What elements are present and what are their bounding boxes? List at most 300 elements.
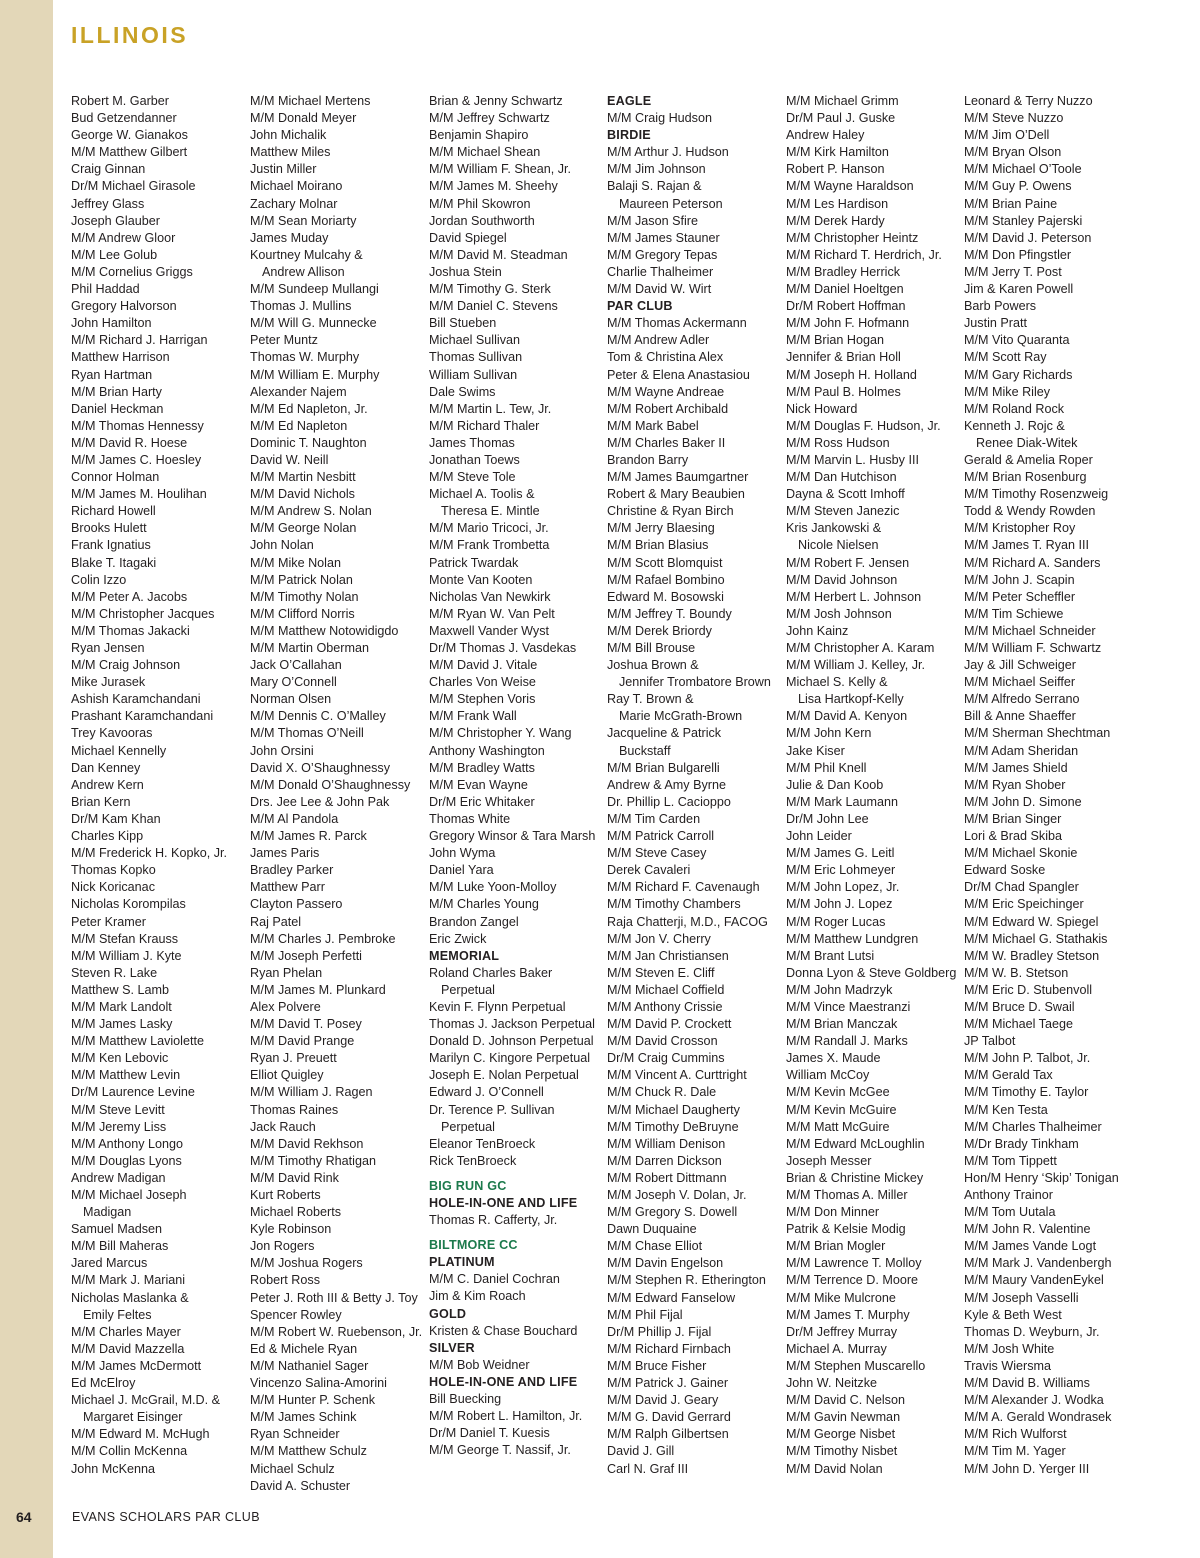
donor-name: M/M Stephen Muscarello <box>786 1358 926 1373</box>
donor-name: M/M Jason Sfire <box>607 213 698 228</box>
donor-name: M/M Bradley Herrick <box>786 264 901 279</box>
donor-name: M/M Phil Fijal <box>607 1307 683 1322</box>
donor-name: M/M David M. Steadman <box>429 247 568 262</box>
donor-name: M/M Tom Tippett <box>964 1153 1057 1168</box>
donor-name: Jordan Southworth <box>429 213 535 228</box>
donor-name: M/M Ed Napleton <box>250 418 348 433</box>
donor-name: Brandon Barry <box>607 452 689 467</box>
donor-name: M/M Ralph Gilbertsen <box>607 1427 729 1442</box>
donor-name: M/M Edward Fanselow <box>607 1290 736 1305</box>
donor-name: M/M Les Hardison <box>786 196 889 211</box>
donor-name: M/M Daniel Hoeltgen <box>786 282 904 297</box>
donor-name: John W. Neitzke <box>786 1376 877 1391</box>
donor-name: M/M William J. Ragen <box>250 1085 373 1100</box>
donor-name: M/M Timothy DeBruyne <box>607 1119 739 1134</box>
donor-name: M/M Mike Mulcrone <box>786 1290 896 1305</box>
donor-name: Frank Ignatius <box>71 538 151 553</box>
donor-name: Joseph Glauber <box>71 213 160 228</box>
donor-name: Christine & Ryan Birch <box>607 504 734 519</box>
donor-name: M/M Martin L. Tew, Jr. <box>429 401 552 416</box>
donor-name: Gerald & Amelia Roper <box>964 452 1093 467</box>
donor-name: M/M John Lopez, Jr. <box>786 880 900 895</box>
donor-name: M/M Frank Trombetta <box>429 538 550 553</box>
donor-name: M/M Jeremy Liss <box>71 1119 167 1134</box>
donor-name: M/M James C. Hoesley <box>71 452 202 467</box>
donor-name: M/M Bob Weidner <box>429 1357 530 1372</box>
donor-name: James Thomas <box>429 435 515 450</box>
donor-name: William McCoy <box>786 1068 870 1083</box>
donor-name: M/M Donald O’Shaughnessy <box>250 777 411 792</box>
donor-name: Jim & Karen Powell <box>964 282 1074 297</box>
donor-name: Thomas Sullivan <box>429 350 523 365</box>
donor-name: M/M Josh Johnson <box>786 606 892 621</box>
donor-name: M/M Timothy Chambers <box>607 897 741 912</box>
donor-name: M/M Davin Engelson <box>607 1256 724 1271</box>
donor-name: M/M Mark Landolt <box>71 999 172 1014</box>
donor-name: M/M William J. Kyte <box>71 948 182 963</box>
donor-name: M/M Kevin McGuire <box>786 1102 897 1117</box>
donor-name: Brandon Zangel <box>429 914 519 929</box>
donor-name: Ryan Hartman <box>71 367 153 382</box>
donor-name: M/M Will G. Munnecke <box>250 316 377 331</box>
donor-name: M/M Cornelius Griggs <box>71 264 193 279</box>
donor-name: M/M David J. Geary <box>607 1393 719 1408</box>
club-heading: BIG RUN GC <box>429 1178 507 1193</box>
donor-column-2 <box>250 93 426 1495</box>
donor-name: M/M David B. Williams <box>964 1376 1090 1391</box>
donor-name: M/M David R. Hoese <box>71 435 188 450</box>
donor-name: Dr/M Daniel T. Kuesis <box>429 1426 550 1441</box>
donor-name: Dr/M Jeffrey Murray <box>786 1324 898 1339</box>
donor-name: Ryan Schneider <box>250 1427 340 1442</box>
donor-name: M/M Stephen Voris <box>429 692 536 707</box>
donor-name: M/M John D. Yerger III <box>964 1461 1090 1476</box>
donor-column-4 <box>607 93 783 1478</box>
donor-name: Charles Kipp <box>71 829 144 844</box>
donor-name: Robert & Mary Beaubien <box>607 487 745 502</box>
donor-name: M/M Michael Mertens <box>250 94 371 108</box>
donor-name: M/M W. B. Stetson <box>964 965 1069 980</box>
tier-heading: PLATINUM <box>429 1255 495 1270</box>
donor-name: Matthew Parr <box>250 880 325 895</box>
donor-name: M/M Andrew Adler <box>607 333 710 348</box>
donor-name: Ashish Karamchandani <box>71 692 201 707</box>
donor-name: M/M Steven Janezic <box>786 504 900 519</box>
donor-name: M/M Matthew Gilbert <box>71 145 188 160</box>
donor-name: Julie & Dan Koob <box>786 777 884 792</box>
donor-name: Raja Chatterji, M.D., FACOG <box>607 914 768 929</box>
donor-name: Clayton Passero <box>250 897 343 912</box>
donor-name: M/M Kristopher Roy <box>964 521 1076 536</box>
donor-name: M/M James Schink <box>250 1410 357 1425</box>
donor-name: M/M Chuck R. Dale <box>607 1085 717 1100</box>
donor-name: Dan Kenney <box>71 760 141 775</box>
donor-name: M/M Michael Daugherty <box>607 1102 740 1117</box>
donor-name: Vincenzo Salina-Amorini <box>250 1376 387 1391</box>
donor-name: Robert M. Garber <box>71 94 169 108</box>
donor-name: Joshua Brown & <box>607 658 699 673</box>
donor-name: Dr/M Michael Girasole <box>71 179 196 194</box>
donor-name: M/M Christopher Jacques <box>71 606 215 621</box>
donor-name: M/M David Mazzella <box>71 1341 185 1356</box>
donor-name: Nick Koricanac <box>71 880 155 895</box>
tier-heading: SILVER <box>429 1340 475 1355</box>
donor-name: M/M Brian Paine <box>964 196 1058 211</box>
donor-name: Dr/M Robert Hoffman <box>786 299 906 314</box>
donor-name: M/M George T. Nassif, Jr. <box>429 1443 571 1458</box>
donor-name: M/M Kevin McGee <box>786 1085 890 1100</box>
donor-name: Todd & Wendy Rowden <box>964 504 1096 519</box>
donor-name: M/M Ken Testa <box>964 1102 1048 1117</box>
donor-name: Tom & Christina Alex <box>607 350 724 365</box>
donor-name: M/M Randall J. Marks <box>786 1034 908 1049</box>
donor-name: Thomas D. Weyburn, Jr. <box>964 1324 1100 1339</box>
donor-name-continuation: Renee Diak-Witek <box>976 435 1078 450</box>
donor-name: M/M John J. Scapin <box>964 572 1075 587</box>
donor-name: M/M David T. Posey <box>250 1017 362 1032</box>
donor-name: M/M Joseph V. Dolan, Jr. <box>607 1188 747 1202</box>
donor-name: Andrew Madigan <box>71 1170 166 1185</box>
donor-name: M/M Alexander J. Wodka <box>964 1393 1104 1408</box>
donor-name: M/M Lawrence T. Molloy <box>786 1256 922 1271</box>
donor-name: M/M James Shield <box>964 760 1068 775</box>
donor-name: M/M Steven E. Cliff <box>607 965 715 980</box>
donor-name: Andrew Haley <box>786 128 865 143</box>
donor-name: M/M Ross Hudson <box>786 435 890 450</box>
donor-name: M/M Donald Meyer <box>250 111 357 126</box>
donor-name: M/M Mark J. Mariani <box>71 1273 186 1288</box>
donor-name: Jack O’Callahan <box>250 658 342 673</box>
donor-name: Travis Wiersma <box>964 1358 1051 1373</box>
side-color-band <box>0 0 53 1558</box>
donor-name: David W. Neill <box>250 452 329 467</box>
page-number: 64 <box>16 1509 32 1525</box>
donor-name: M/M Bruce Fisher <box>607 1358 707 1373</box>
donor-name: Mary O’Connell <box>250 675 337 690</box>
donor-name: Patrik & Kelsie Modig <box>786 1222 906 1237</box>
donor-name: M/M James Baumgartner <box>607 470 749 485</box>
donor-name: Bill Buecking <box>429 1392 502 1407</box>
donor-name: M/M David Johnson <box>786 572 898 587</box>
donor-name: Derek Cavaleri <box>607 863 691 878</box>
donor-name: M/M Ken Lebovic <box>71 1051 169 1066</box>
donor-name: Jake Kiser <box>786 743 845 758</box>
donor-name: M/M Timothy G. Sterk <box>429 282 551 297</box>
donor-name: John Kainz <box>786 623 849 638</box>
donor-name: Elliot Quigley <box>250 1068 324 1083</box>
tier-heading: MEMORIAL <box>429 948 500 963</box>
donor-name: Phil Haddad <box>71 282 140 297</box>
donor-name: Ed McElroy <box>71 1376 136 1391</box>
donor-name-continuation: Lisa Hartkopf-Kelly <box>798 692 904 707</box>
donor-name: John Orsini <box>250 743 314 758</box>
donor-name: M/M Brian Hogan <box>786 333 884 348</box>
donor-name: M/M Jim O’Dell <box>964 128 1050 143</box>
donor-name: Brooks Hulett <box>71 521 147 536</box>
donor-name: Thomas White <box>429 811 511 826</box>
donor-name: M/M Craig Johnson <box>71 658 181 673</box>
donor-name: M/M Jerry T. Post <box>964 264 1062 279</box>
donor-name: M/M Collin McKenna <box>71 1444 188 1459</box>
donor-name: M/M Jim Johnson <box>607 162 706 177</box>
donor-name: John McKenna <box>71 1461 156 1476</box>
donor-name: Ed & Michele Ryan <box>250 1341 358 1356</box>
donor-name: Brian & Jenny Schwartz <box>429 94 563 108</box>
donor-name: Charlie Thalheimer <box>607 264 714 279</box>
donor-name: M/M Gregory S. Dowell <box>607 1205 738 1220</box>
donor-name: M/M James M. Houlihan <box>71 487 207 502</box>
donor-name: John Wyma <box>429 846 496 861</box>
donor-name: M/M Patrick Carroll <box>607 829 715 844</box>
donor-name: M/M Luke Yoon-Molloy <box>429 880 557 895</box>
tier-heading: BIRDIE <box>607 128 651 143</box>
donor-column-3 <box>429 93 609 1459</box>
donor-name: M/M William J. Kelley, Jr. <box>786 658 926 673</box>
donor-name: M/M Jeffrey T. Boundy <box>607 606 732 621</box>
donor-name: Michael A. Toolis & <box>429 487 535 502</box>
donor-column-1 <box>71 93 247 1478</box>
donor-name: David Spiegel <box>429 230 507 245</box>
donor-name: Jonathan Toews <box>429 452 520 467</box>
donor-name: Eric Zwick <box>429 931 487 946</box>
donor-name: M/M Evan Wayne <box>429 777 528 792</box>
donor-name: David J. Gill <box>607 1444 675 1459</box>
donor-name: M/M Matthew Schulz <box>250 1444 367 1459</box>
donor-name: M/M Joseph Perfetti <box>250 948 362 963</box>
publication-title: EVANS SCHOLARS PAR CLUB <box>72 1510 260 1524</box>
donor-name: M/M Don Minner <box>786 1205 880 1220</box>
donor-name: Dr/M Eric Whitaker <box>429 794 535 809</box>
donor-name: M/M David C. Nelson <box>786 1393 905 1408</box>
donor-name: M/M Edward M. McHugh <box>71 1427 210 1442</box>
donor-name: Nicholas Van Newkirk <box>429 589 551 604</box>
donor-name: M/M Guy P. Owens <box>964 179 1072 194</box>
donor-name: M/M John D. Simone <box>964 794 1082 809</box>
donor-name: Kevin F. Flynn Perpetual <box>429 999 566 1014</box>
donor-name: M/M Phil Knell <box>786 760 867 775</box>
donor-name: M/M Douglas F. Hudson, Jr. <box>786 418 941 433</box>
donor-name: M/M Paul B. Holmes <box>786 384 901 399</box>
donor-name: Dale Swims <box>429 384 496 399</box>
donor-name: M/M Rich Wulforst <box>964 1427 1067 1442</box>
donor-name: M/M Richard Firnbach <box>607 1341 731 1356</box>
donor-name: M/M Andrew S. Nolan <box>250 504 372 519</box>
donor-name: M/M Christopher Y. Wang <box>429 726 572 741</box>
donor-name: M/M Steve Nuzzo <box>964 111 1064 126</box>
donor-name: M/M Frank Wall <box>429 709 517 724</box>
donor-name: M/M Matthew Levin <box>71 1068 181 1083</box>
donor-name: Justin Pratt <box>964 316 1027 331</box>
donor-name: JP Talbot <box>964 1034 1016 1049</box>
donor-name: Dominic T. Naughton <box>250 435 367 450</box>
donor-name: M/M William Denison <box>607 1136 726 1151</box>
donor-name: Rick TenBroeck <box>429 1153 517 1168</box>
donor-name: M/M Gary Richards <box>964 367 1073 382</box>
donor-name: Raj Patel <box>250 914 302 929</box>
donor-name: Edward Soske <box>964 863 1046 878</box>
donor-name: M/M Lee Golub <box>71 247 158 262</box>
donor-name: M/M Michael Grimm <box>786 94 899 108</box>
donor-name: M/M Al Pandola <box>250 811 339 826</box>
donor-name: M/M David Rink <box>250 1170 339 1185</box>
donor-name: M/M C. Daniel Cochran <box>429 1272 560 1287</box>
donor-name: Ryan Phelan <box>250 965 323 980</box>
donor-name: M/M James T. Murphy <box>786 1307 910 1322</box>
donor-name: M/M Eric Speichinger <box>964 897 1084 912</box>
donor-name: Jennifer & Brian Holl <box>786 350 901 365</box>
donor-name: Zachary Molnar <box>250 196 338 211</box>
donor-name-continuation: Nicole Nielsen <box>798 538 879 553</box>
donor-name: M/M George Nolan <box>250 521 357 536</box>
donor-name: M/M Bruce D. Swail <box>964 999 1075 1014</box>
donor-name: Kris Jankowski & <box>786 521 882 536</box>
donor-name: Dr/M Laurence Levine <box>71 1085 195 1100</box>
donor-name: Blake T. Itagaki <box>71 555 157 570</box>
donor-name: Jeffrey Glass <box>71 196 145 211</box>
donor-name: Alexander Najem <box>250 384 347 399</box>
donor-name: Brian & Christine Mickey <box>786 1170 924 1185</box>
donor-name: Dayna & Scott Imhoff <box>786 487 905 502</box>
donor-name: M/M William F. Shean, Jr. <box>429 162 572 177</box>
donor-name: M/M Derek Hardy <box>786 213 885 228</box>
tier-heading: HOLE-IN-ONE AND LIFE <box>429 1374 578 1389</box>
donor-name: M/M James M. Sheehy <box>429 179 558 194</box>
donor-name: M/M Douglas Lyons <box>71 1153 182 1168</box>
donor-name: M/M David W. Wirt <box>607 282 712 297</box>
donor-name: M/M Thomas Jakacki <box>71 623 190 638</box>
donor-name: M/M John Kern <box>786 726 872 741</box>
donor-name: M/M Scott Ray <box>964 350 1047 365</box>
donor-name: M/M Wayne Andreae <box>607 384 725 399</box>
donor-name: M/M Michael G. Stathakis <box>964 931 1108 946</box>
donor-name: Thomas R. Cafferty, Jr. <box>429 1213 558 1228</box>
donor-name: M/M Richard F. Cavenaugh <box>607 880 760 895</box>
donor-name: M/M George Nisbet <box>786 1427 896 1442</box>
donor-name: M/M Michael Coffield <box>607 982 725 997</box>
donor-name: Dr/M Craig Cummins <box>607 1051 725 1066</box>
donor-name: M/M Josh White <box>964 1341 1055 1356</box>
donor-name: M/M Anthony Longo <box>71 1136 184 1151</box>
donor-name: M/M Matt McGuire <box>786 1119 890 1134</box>
donor-name: M/M Stanley Pajerski <box>964 213 1083 228</box>
donor-name: M/M Steve Casey <box>607 846 707 861</box>
tier-heading: PAR CLUB <box>607 299 673 314</box>
donor-name-continuation: Marie McGrath-Brown <box>619 709 743 724</box>
donor-name: M/M Robert Dittmann <box>607 1170 727 1185</box>
donor-name: Bradley Parker <box>250 863 334 878</box>
donor-name: Thomas J. Mullins <box>250 299 352 314</box>
donor-name: Marilyn C. Kingore Perpetual <box>429 1051 590 1066</box>
donor-name-continuation: Madigan <box>83 1205 132 1220</box>
tier-heading: GOLD <box>429 1306 467 1321</box>
donor-name: M/M David A. Kenyon <box>786 709 908 724</box>
donor-name: John Hamilton <box>71 316 152 331</box>
donor-name: Michael A. Murray <box>786 1341 887 1356</box>
donor-name: Connor Holman <box>71 470 160 485</box>
donor-name: M/M Gavin Newman <box>786 1410 901 1425</box>
donor-name: M/M Terrence D. Moore <box>786 1273 919 1288</box>
donor-name: M/M Matthew Laviolette <box>71 1034 204 1049</box>
donor-name: M/M Michael Shean <box>429 145 541 160</box>
donor-name: Alex Polvere <box>250 999 321 1014</box>
donor-name: M/M William E. Murphy <box>250 367 380 382</box>
donor-name: John Nolan <box>250 538 314 553</box>
donor-name: Ryan Jensen <box>71 641 145 655</box>
donor-name: M/M Charles Young <box>429 897 539 912</box>
donor-name: Matthew Miles <box>250 145 331 160</box>
donor-name: Brian Kern <box>71 794 131 809</box>
donor-name: M/M Frederick H. Kopko, Jr. <box>71 846 228 861</box>
donor-name: Dr/M Paul J. Guske <box>786 111 896 126</box>
donor-name-continuation: Theresa E. Mintle <box>441 504 540 519</box>
donor-name: Ray T. Brown & <box>607 692 694 707</box>
donor-name: M/M Joseph H. Holland <box>786 367 917 382</box>
donor-name: Gregory Halvorson <box>71 299 177 314</box>
donor-name: M/M Herbert L. Johnson <box>786 589 922 604</box>
donor-name: M/M Charles Mayer <box>71 1324 181 1339</box>
donor-name: M/M Peter A. Jacobs <box>71 589 188 604</box>
donor-name: M/M Robert Archibald <box>607 401 729 416</box>
donor-name: M/M Brant Lutsi <box>786 948 875 963</box>
donor-name: M/M Tim M. Yager <box>964 1444 1066 1459</box>
donor-name: M/M Michael O’Toole <box>964 162 1082 177</box>
donor-name: M/M Chase Elliot <box>607 1239 703 1254</box>
donor-name: M/M David Rekhson <box>250 1136 364 1151</box>
donor-name: Daniel Heckman <box>71 401 164 416</box>
donor-name: M/M Richard T. Herdrich, Jr. <box>786 247 942 262</box>
donor-name: Michael Sullivan <box>429 333 520 348</box>
donor-name: M/M Timothy Rhatigan <box>250 1153 376 1168</box>
donor-name: Roland Charles Baker <box>429 965 553 980</box>
donor-name: M/M Matthew Lundgren <box>786 931 919 946</box>
donor-name: Maxwell Vander Wyst <box>429 623 550 638</box>
donor-name: Trey Kavooras <box>71 726 153 741</box>
donor-name: M/M Bryan Olson <box>964 145 1062 160</box>
donor-name: M/M John J. Lopez <box>786 897 893 912</box>
donor-name: M/M Mike Nolan <box>250 555 341 570</box>
donor-name: M/M Jon V. Cherry <box>607 931 711 946</box>
donor-name-continuation: Buckstaff <box>619 743 671 758</box>
donor-name: M/M Dan Hutchison <box>786 470 897 485</box>
donor-name: John Leider <box>786 829 852 844</box>
donor-name: Joseph Messer <box>786 1153 872 1168</box>
donor-name: Dawn Duquaine <box>607 1222 697 1237</box>
donor-name: M/M David P. Crockett <box>607 1017 732 1032</box>
donor-name: M/M Michael Taege <box>964 1017 1073 1032</box>
donor-name: Jay & Jill Schweiger <box>964 658 1076 673</box>
donor-name: M/M Richard A. Sanders <box>964 555 1101 570</box>
donor-name: M/M Adam Sheridan <box>964 743 1079 758</box>
donor-name: M/M David Nichols <box>250 487 355 502</box>
donor-name: M/M Brian Mogler <box>786 1239 886 1254</box>
donor-name: Leonard & Terry Nuzzo <box>964 94 1093 108</box>
donor-name-continuation: Margaret Eisinger <box>83 1410 183 1425</box>
donor-name: Bud Getzendanner <box>71 111 177 126</box>
donor-name: James X. Maude <box>786 1051 881 1066</box>
donor-name: M/M Brian Manczak <box>786 1017 898 1032</box>
donor-name: M/M Gerald Tax <box>964 1068 1053 1083</box>
donor-name: Lori & Brad Skiba <box>964 829 1063 844</box>
donor-name: M/M James Vande Logt <box>964 1239 1097 1254</box>
donor-name: M/M Tim Schiewe <box>964 606 1064 621</box>
donor-name: Kyle & Beth West <box>964 1307 1062 1322</box>
donor-name: M/M Roger Lucas <box>786 914 886 929</box>
donor-name: M/M John P. Talbot, Jr. <box>964 1051 1091 1066</box>
donor-name: M/M James R. Parck <box>250 829 367 844</box>
donor-name: Benjamin Shapiro <box>429 128 529 143</box>
donor-name: M/M Scott Blomquist <box>607 555 723 570</box>
donor-name: M/M Brian Blasius <box>607 538 709 553</box>
